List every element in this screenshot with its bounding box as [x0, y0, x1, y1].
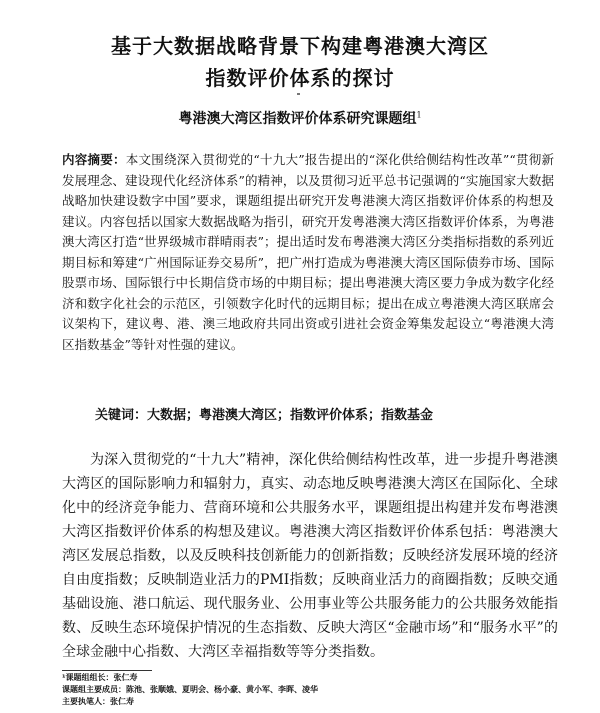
abstract — [62, 150, 554, 355]
keywords-label: 关键词： — [95, 408, 148, 423]
keywords — [95, 404, 433, 423]
footnote-line: ¹课题组组长：张仁寿 — [62, 673, 138, 682]
abstract-text: 本文围绕深入贯彻党的“十九大”报告提出的“深化供给侧结构性改革”“贯彻新发展理念、建设现代化经济体系”的精神，以及贯彻习近平总书记强调的“实施国家大数据战略加快建设数字中国”要求，课题组提出研究开发粤港澳大湾区指数评价体系的构想及建议。内容包括以国家大数据战略为指引，研究开发粤港澳大湾区指数评价体系，为粤港澳大湾区打造“世界级城市群晴雨表”；提出适时发布粤港澳大湾区分类指标指数的系列近期目标和筹建“广州国际证券交易所”，把广州打造成为粤港澳大湾区国际债券市场、国际股票市场、国际银行中长期信贷市场的中期目标；提出粤港澳大湾区要力争成为数字化经济和数字化社会的示范区，引领数字化时代的远期目标；提出在成立粤港澳大湾区联席会议架构下，建议粤、港、澳三地政府共同出资或引进社会资金筹集发起设立“粤港澳大湾区指数基金”等针对性强的建议。 — [62, 152, 554, 352]
decorative-dot — [297, 93, 300, 95]
author-line — [0, 108, 600, 128]
body-paragraph: 为深入贯彻党的“十九大”精神，深化供给侧结构性改革，进一步提升粤港澳大湾区的国际影响力和辐射力，真实、动态地反映粤港澳大湾区在国际化、全球化中的经济竞争能力、营商环境和公共服务水平，课题组提出构建并发布粤港澳大湾区指数评价体系的构想及建议。粤港澳大湾区指数评价体系包括：粤港澳大湾区发展总指数，以及反映科技创新能力的创新指数；反映经济发展环境的经济自由度指数；反映制造业活力的PMI指数；反映商业活力的商圈指数；反映交通基础设施、港口航运、现代服务业、公用事业等公共服务能力的公共服务效能指数、反映生态环境保护情况的生态指数、反映大湾区“金融市场”和“服务水平”的全球金融中心指数、大湾区幸福指数等等分类指数。 — [62, 452, 558, 660]
paper-title-line2: 指数评价体系的探讨 — [205, 66, 395, 90]
keywords-text: 大数据；粤港澳大湾区；指数评价体系；指数基金 — [147, 408, 434, 423]
author-name: 粤港澳大湾区指数评价体系研究课题组 — [178, 111, 417, 127]
author-footnote-mark: 1 — [416, 110, 422, 120]
paper-title-line1: 基于大数据战略背景下构建粤港澳大湾区 — [111, 34, 489, 58]
footnotes — [62, 672, 318, 708]
footnote-rule — [62, 670, 152, 671]
abstract-label: 内容摘要： — [62, 152, 126, 167]
footnote-line: 课题组主要成员：陈池、张顺娥、夏明会、杨小豪、黄小军、李晖、凌华 — [62, 685, 318, 694]
footnote-line: 主要执笔人：张仁寿 — [62, 697, 134, 706]
